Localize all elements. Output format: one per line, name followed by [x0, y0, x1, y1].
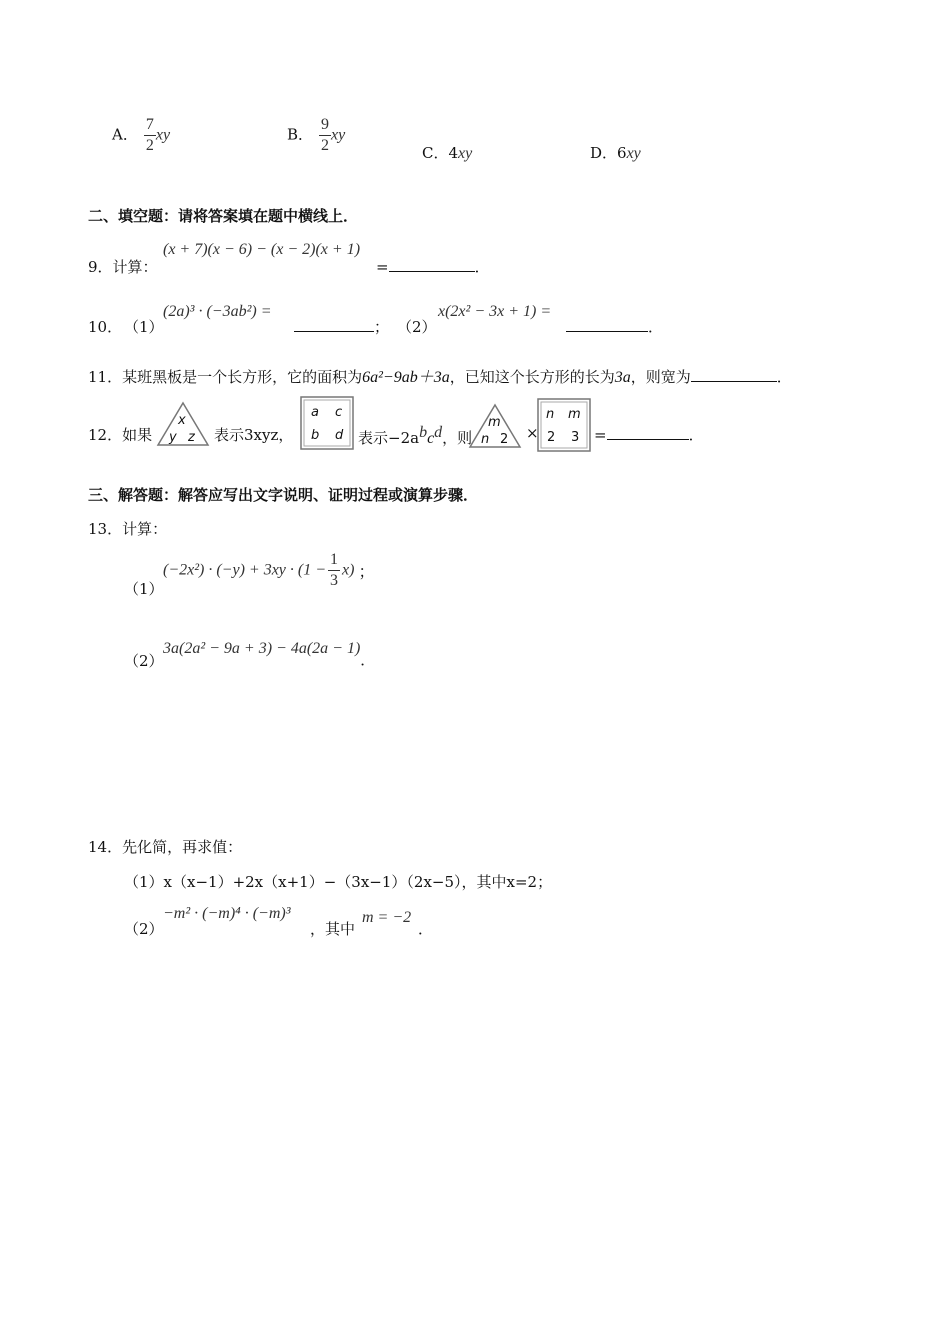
q10-end: ． [648, 318, 664, 336]
q10-p1-label: （1） [124, 318, 164, 336]
q14-p2-value: m = −2 [362, 909, 412, 926]
triangle-left-y: y [169, 430, 177, 445]
q12-then: ，则 [442, 429, 473, 447]
option-b-tail: xy [331, 126, 346, 144]
q13-p1-expr-b: x) [342, 561, 355, 579]
option-b [287, 117, 345, 154]
q12-equals: = [594, 426, 607, 444]
section2-heading: 二、填空题：请将答案填在题中横线上． [88, 207, 359, 225]
q12-blank[interactable] [607, 425, 689, 440]
q12-square-nm23 [537, 398, 591, 452]
triangle-top-m: m [488, 415, 501, 430]
q14-p2-end: ． [418, 920, 434, 938]
q13-p2-expression: 3a(2a² − 9a + 3) − 4a(2a − 1) [163, 640, 361, 657]
q12-times: × [526, 424, 539, 442]
q14-p2-expression: −m² · (−m)⁴ · (−m)³ [163, 905, 291, 922]
q13-p2 [163, 637, 376, 669]
square-b: b [311, 428, 320, 443]
q11-blank[interactable] [691, 367, 777, 382]
option-c-tail: xy [458, 145, 473, 162]
option-a [112, 117, 170, 154]
option-b-fraction: $\frac{9}{2}$ [321, 116, 330, 154]
option-d-coef: 6 [617, 144, 627, 162]
option-d-tail: xy [626, 145, 641, 162]
q10-p1-answer [294, 316, 389, 337]
q10-p2-answer [566, 316, 663, 337]
option-c-label: C． [422, 144, 449, 162]
q13-p1-end: ； [358, 564, 375, 581]
q11-text-b: ，已知这个长方形的长为 [449, 368, 615, 386]
option-c [422, 142, 472, 163]
q14-number: 14．先化简，再求值： [88, 838, 243, 856]
square-n: n [546, 407, 555, 422]
q12-answer [594, 424, 704, 445]
option-a-label: A． [112, 125, 138, 144]
q12-c-letter: c [427, 430, 435, 447]
square-m: m [568, 407, 581, 422]
q12-means2 [358, 424, 472, 448]
option-a-tail: xy [155, 126, 171, 144]
triangle-left-n: n [481, 432, 490, 447]
q9-answer [376, 256, 490, 277]
q13-number: 13．计算： [88, 520, 168, 538]
option-b-label: B． [287, 125, 314, 144]
q10-p2-expression: x(2x² − 3x + 1) = [438, 303, 552, 320]
square-3: 3 [571, 430, 580, 445]
q11 [88, 364, 792, 387]
q10-p1-expression: (2a)³ · (−3ab²) = [163, 303, 272, 320]
q13-p2-end: ． [360, 651, 376, 669]
square-2: 2 [547, 430, 556, 445]
q12-sup-b: b [419, 424, 428, 441]
q10-p2-blank[interactable] [566, 317, 648, 332]
triangle-right-z: z [188, 430, 195, 445]
q11-text-a: 11．某班黑板是一个长方形，它的面积为 [88, 368, 363, 386]
q9-number: 9．计算： [88, 258, 158, 276]
q12-triangle-mn2 [468, 402, 522, 450]
q14-p2-label: （2） [124, 920, 164, 938]
q13-p1-expression [163, 552, 374, 589]
option-d-label: D． [590, 144, 618, 162]
q10-separator: ； [374, 318, 390, 336]
q9-expression: (x + 7)(x − 6) − (x − 2)(x + 1) [163, 241, 361, 258]
option-d [590, 142, 641, 163]
q12-means1: 表示3xyz， [214, 426, 294, 444]
q11-end: ． [776, 368, 792, 386]
q13-p2-label: （2） [124, 652, 164, 670]
q11-area: 6a²−9ab＋3a [362, 369, 450, 386]
q14-p1: （1）x（x−1）+2x（x+1）−（3x−1）（2x−5），其中x=2； [124, 873, 553, 891]
option-c-coef: 4 [448, 144, 459, 162]
q10-p2-label: （2） [397, 318, 437, 336]
q9-end: ． [474, 258, 490, 276]
q12-number: 12．如果 [88, 426, 153, 444]
q11-text-c: ，则宽为 [630, 368, 691, 386]
q12-triangle-xyz [156, 400, 210, 448]
q12-square-abcd [300, 396, 354, 450]
q14-p2-mid: ，其中 [310, 920, 356, 938]
q13-p1-expr-a: (−2x²) · (−y) + 3xy · (1 − [163, 561, 327, 579]
square-a: a [311, 405, 319, 420]
q11-length: 3a [614, 369, 631, 386]
option-a-fraction: $\frac{7}{2}$ [145, 116, 154, 154]
square-d: d [335, 428, 344, 443]
q10-p1-blank[interactable] [294, 317, 374, 332]
square-c: c [335, 405, 343, 420]
q9-equals: = [376, 258, 389, 276]
q10-number: 10． [88, 318, 123, 336]
q9-blank[interactable] [389, 257, 475, 272]
q12-sup-d: d [434, 424, 443, 441]
q12-end: ． [688, 426, 704, 444]
section3-heading: 三、解答题：解答应写出文字说明、证明过程或演算步骤． [88, 486, 479, 504]
q12-means2-text: 表示−2a [358, 429, 420, 447]
triangle-top-x: x [178, 413, 186, 428]
q13-p1-label: （1） [124, 580, 164, 598]
triangle-right-2: 2 [500, 432, 509, 447]
q13-p1-fraction: $\frac{1}{3}$ [330, 551, 339, 589]
